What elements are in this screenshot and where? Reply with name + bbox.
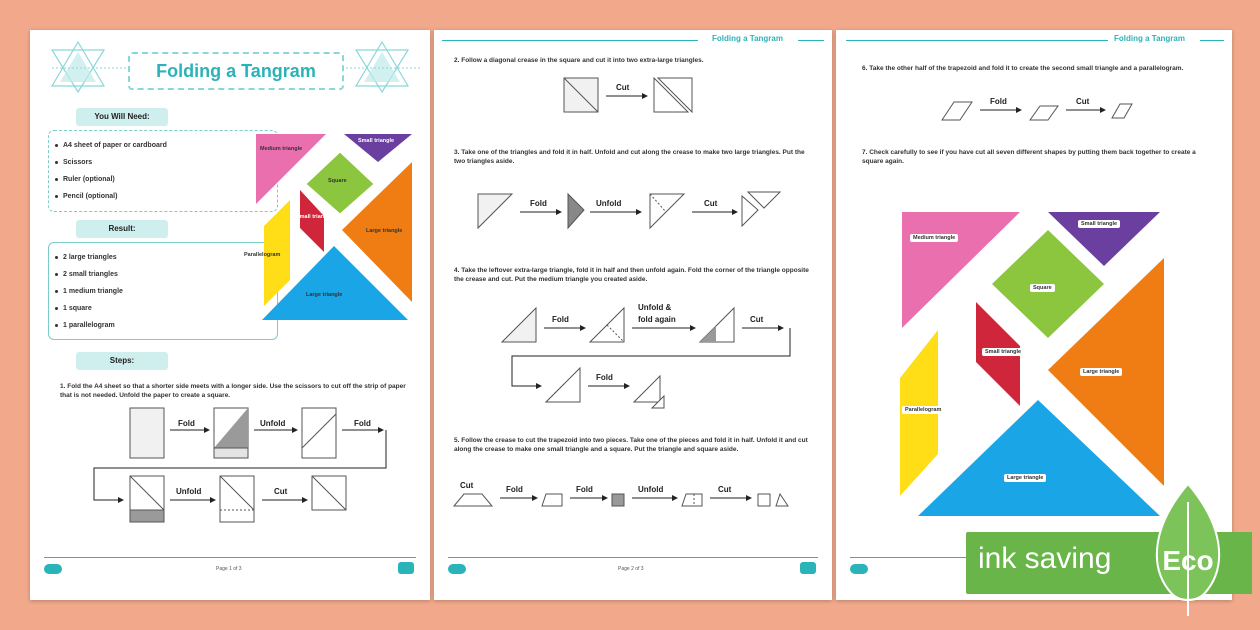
step-6-diagram <box>936 94 1136 130</box>
worksheet-page-2 <box>434 30 832 600</box>
cut-label: Cut <box>274 487 288 496</box>
list-item: Ruler (optional) <box>63 171 277 188</box>
twinkl-logo-icon <box>44 564 62 574</box>
svg-text:Cut: Cut <box>616 83 630 92</box>
eco-word: Eco <box>1162 545 1214 576</box>
svg-text:Fold: Fold <box>530 199 547 208</box>
you-will-need-box <box>48 130 278 212</box>
unfold-label: Unfold <box>260 419 286 428</box>
page-number: Page 1 of 3 <box>216 566 242 572</box>
footer-line <box>44 557 416 558</box>
step-2-text: 2. Follow a diagonal crease in the square and cut it into two extra-large triangles. <box>454 57 704 64</box>
eco-leaf-icon <box>1148 482 1228 618</box>
svg-text:Unfold: Unfold <box>638 485 664 494</box>
small-triangle-label: Small triangle <box>1078 220 1120 228</box>
step-4-diagram <box>494 300 804 412</box>
svg-text:Unfold: Unfold <box>596 199 622 208</box>
step-3-text: 3. Take one of the triangles and fold it in half. Unfold and cut along the crease to make two large triangles. Put the two triangles aside. <box>454 149 805 165</box>
twinkl-logo-icon <box>448 564 466 574</box>
list-item: 2 small triangles <box>63 266 277 283</box>
small-triangle-label: Small triangle <box>296 214 333 220</box>
header-line <box>442 40 698 41</box>
star-decoration-right <box>342 36 424 96</box>
large-triangle-label: Large triangle <box>1080 368 1122 376</box>
svg-text:Fold: Fold <box>596 373 613 382</box>
step-3-diagram <box>470 180 790 232</box>
result-heading: Result: <box>76 220 168 238</box>
svg-text:Fold: Fold <box>552 315 569 324</box>
svg-text:Cut: Cut <box>1076 97 1090 106</box>
svg-text:Fold: Fold <box>990 97 1007 106</box>
list-item: 2 large triangles <box>63 249 277 266</box>
step-5-text: 5. Follow the crease to cut the trapezoid into two pieces. Take one of the pieces and fold it in half. Unfold it and cut along the crease to make one small triangle and a square. Put the triangle and square aside. <box>454 437 808 453</box>
header-line <box>798 40 824 41</box>
step-1-diagram <box>80 404 400 528</box>
step-1-text: 1. Fold the A4 sheet so that a shorter side meets with a longer side. Use the scissors to cut off the strip of paper that is not needed. Unfold the paper to create a square. <box>60 383 406 399</box>
medium-triangle-shape <box>902 212 1020 328</box>
medium-triangle-label: Medium triangle <box>910 234 958 242</box>
large-triangle-label: Large triangle <box>1004 474 1046 482</box>
list-item: Pencil (optional) <box>63 188 277 205</box>
svg-text:Cut: Cut <box>750 315 764 324</box>
twinkl-logo-icon <box>850 564 868 574</box>
star-decoration-left <box>48 36 130 96</box>
you-will-need-heading: You Will Need: <box>76 108 168 126</box>
unfold-label: Unfold <box>176 487 202 496</box>
small-triangle-shape <box>300 190 324 252</box>
list-item: 1 medium triangle <box>63 283 277 300</box>
svg-text:Fold: Fold <box>506 485 523 494</box>
step-4-text: 4. Take the leftover extra-large triangle, fold it in half and then unfold again. Fold the corner of the triangle opposite the crease and cut. Put the medium triangle you created aside. <box>454 267 809 283</box>
page-header: Folding a Tangram <box>712 34 783 43</box>
large-triangle-label: Large triangle <box>306 292 343 298</box>
medium-triangle-label: Medium triangle <box>260 146 303 152</box>
steps-heading: Steps: <box>76 352 168 370</box>
step-5-diagram <box>446 474 822 526</box>
badge-icon <box>800 562 816 574</box>
list-item: 1 square <box>63 300 277 317</box>
step-7-text: 7. Check carefully to see if you have cut all seven different shapes by putting them back together to create a square again. <box>862 149 1196 165</box>
small-triangle-label: Small triangle <box>358 138 395 144</box>
step-2-diagram <box>554 74 734 118</box>
list-item: 1 parallelogram <box>63 317 277 334</box>
square-label: Square <box>328 178 347 184</box>
step-6-text: 6. Take the other half of the trapezoid and fold it to create the second small triangle and a parallelogram. <box>862 65 1184 72</box>
page-title: Folding a Tangram <box>128 52 344 90</box>
footer-line <box>448 557 818 558</box>
page-number: Page 2 of 3 <box>618 566 644 572</box>
svg-text:Unfold &: Unfold & <box>638 303 672 312</box>
fold-label: Fold <box>178 419 195 428</box>
badge-icon <box>398 562 414 574</box>
svg-text:Cut: Cut <box>704 199 718 208</box>
header-line <box>1200 40 1224 41</box>
svg-text:Fold: Fold <box>576 485 593 494</box>
svg-text:Cut: Cut <box>718 485 732 494</box>
svg-text:Cut: Cut <box>460 481 474 490</box>
page-header: Folding a Tangram <box>1114 34 1185 43</box>
parallelogram-label: Parallelogram <box>244 252 281 258</box>
list-item: A4 sheet of paper or cardboard <box>63 137 277 154</box>
worksheet-page-1 <box>30 30 430 600</box>
fold-label: Fold <box>354 419 371 428</box>
medium-triangle-shape <box>256 134 326 204</box>
svg-text:fold again: fold again <box>638 315 676 324</box>
eco-badge-text: ink saving <box>978 542 1112 575</box>
large-triangle-label: Large triangle <box>366 228 403 234</box>
small-triangle-label: Small triangle <box>982 348 1024 356</box>
parallelogram-label: Parallelogram <box>902 406 944 414</box>
square-label: Square <box>1030 284 1055 292</box>
header-line <box>846 40 1108 41</box>
list-item: Scissors <box>63 154 277 171</box>
